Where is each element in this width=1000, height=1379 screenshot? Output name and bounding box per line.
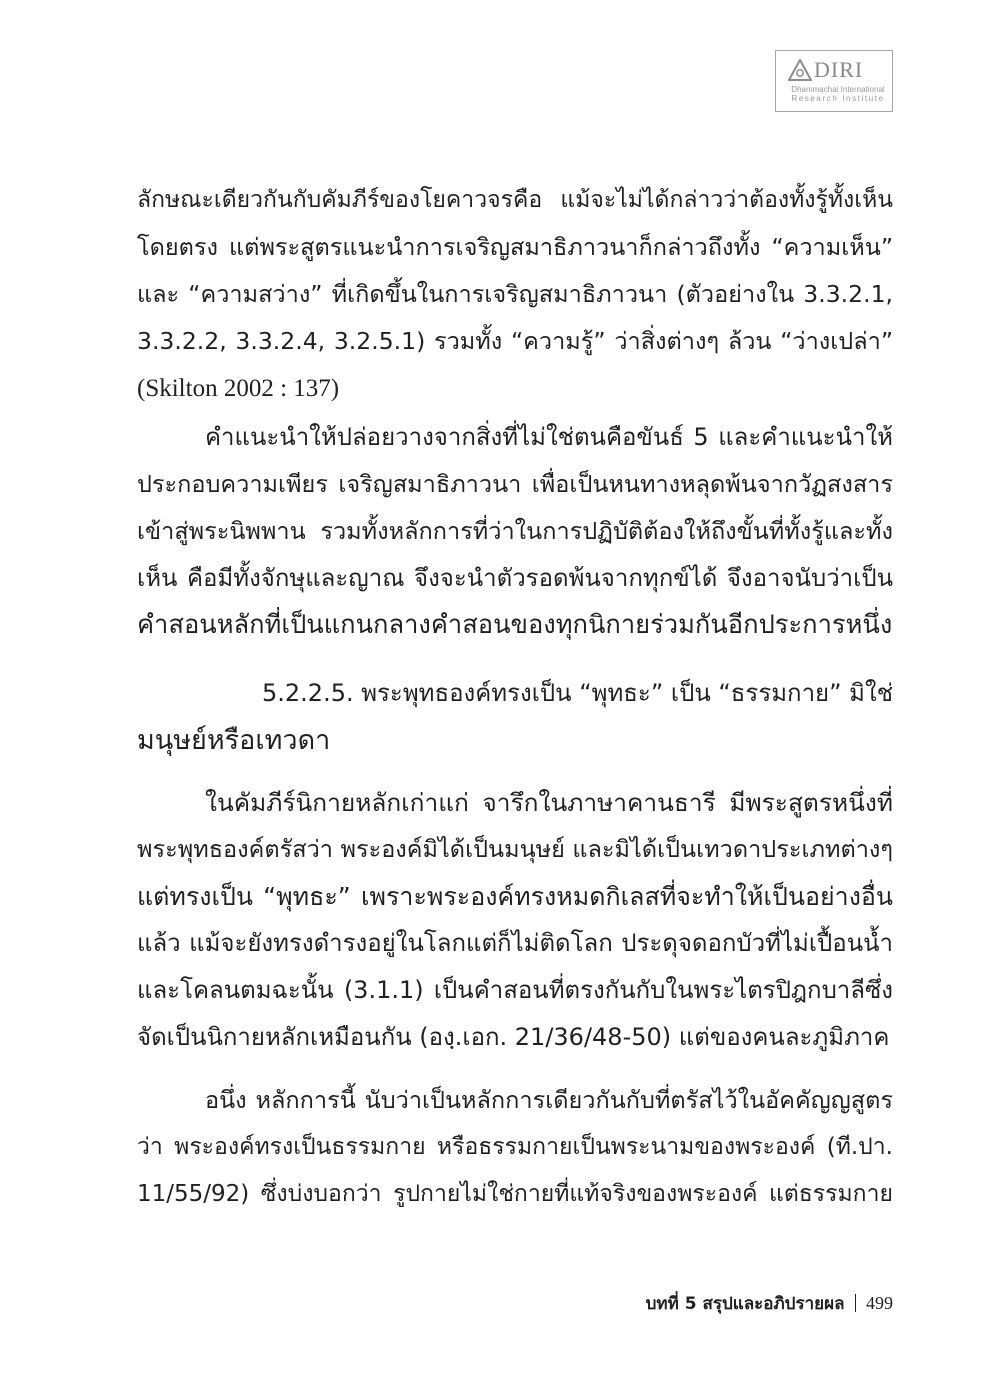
paragraph-2 — [137, 414, 893, 649]
section-heading — [137, 670, 893, 764]
citation-line: (Skilton 2002 : 137) — [137, 375, 340, 402]
page-footer — [646, 1290, 893, 1316]
diri-logo — [775, 50, 893, 112]
paragraph-line: อนึ่ง หลักการนี้ นับว่าเป็นหลักการเดียวกันกับที่ตรัสไว้ในอัคคัญญสูตร — [205, 1086, 893, 1114]
paragraph-line: คำสอนหลักที่เป็นแกนกลางคำสอนของทุกนิกายร่วมกันอีกประการหนึ่ง — [137, 610, 893, 640]
paragraph-line: แล้ว แม้จะยังทรงดำรงอยู่ในโลกแต่ก็ไม่ติดโลก ประดุจดอกบัวที่ไม่เปื้อนน้ำ — [137, 929, 893, 957]
paragraph-line: โดยตรง แต่พระสูตรแนะนำการเจริญสมาธิภาวนาก็กล่าวถึงทั้ง “ความเห็น” — [137, 233, 893, 261]
paragraph-line: ว่า พระองค์ทรงเป็นธรรมกาย หรือธรรมกายเป็นพระนามของพระองค์ (ที.ปา. — [137, 1134, 893, 1160]
paragraph-line: ในคัมภีร์นิกายหลักเก่าแก่ จารึกในภาษาคานธารี มีพระสูตรหนึ่งที่ — [205, 788, 893, 817]
heading-line: 5.2.2.5. พระพุทธองค์ทรงเป็น “พุทธะ” เป็น “ธรรมกาย” มิใช่ — [262, 679, 893, 707]
diri-triangle-icon — [788, 59, 812, 81]
page-number: 499 — [866, 1292, 893, 1313]
paragraph-line: แต่ทรงเป็น “พุทธะ” เพราะพระองค์ทรงหมดกิเลสที่จะทำให้เป็นอย่างอื่น — [137, 882, 893, 911]
paragraph-line: พระพุทธองค์ตรัสว่า พระองค์มิได้เป็นมนุษย์ และมิได้เป็นเทวดาประเภทต่างๆ — [137, 835, 893, 863]
paragraph-line: และโคลนตมฉะนั้น (3.1.1) เป็นคำสอนที่ตรงกันกับในพระไตรปิฎกบาลีซึ่ง — [137, 976, 893, 1004]
paragraph-1 — [137, 177, 893, 412]
paragraph-line: เห็น คือมีทั้งจักษุและญาณ จึงจะนำตัวรอดพ้นจากทุกข์ได้ จึงอาจนับว่าเป็น — [137, 564, 893, 592]
paragraph-line: คำแนะนำให้ปล่อยวางจากสิ่งที่ไม่ใช่ตนคือขันธ์ 5 และคำแนะนำให้ — [205, 423, 893, 451]
footer-separator — [855, 1294, 857, 1312]
paragraph-line: ประกอบความเพียร เจริญสมาธิภาวนา เพื่อเป็นหนทางหลุดพ้นจากวัฏสงสาร — [137, 470, 893, 498]
logo-subtitle-line-1: Dhammachai International — [791, 85, 885, 94]
paragraph-line: เข้าสู่พระนิพพาน รวมทั้งหลักการที่ว่าในการปฏิบัติต้องให้ถึงขั้นที่ทั้งรู้และทั้ง — [137, 517, 893, 545]
paragraph-4 — [137, 1077, 893, 1218]
heading-line: มนุษย์หรือเทวดา — [137, 725, 331, 756]
footer-chapter-title: บทที่ 5 สรุปและอภิปรายผล — [645, 1293, 845, 1314]
paragraph-line: 3.3.2.2, 3.3.2.4, 3.2.5.1) รวมทั้ง “ความรู้” ว่าสิ่งต่างๆ ล้วน “ว่างเปล่า” — [137, 327, 893, 355]
logo-name: DIRI — [814, 57, 864, 82]
paragraph-3 — [137, 779, 893, 1061]
paragraph-line: ลักษณะเดียวกันกับคัมภีร์ของโยคาวจรคือ แม้จะไม่ได้กล่าวว่าต้องทั้งรู้ทั้งเห็น — [137, 187, 893, 213]
paragraph-line: และ “ความสว่าง” ที่เกิดขึ้นในการเจริญสมาธิภาวนา (ตัวอย่างใน 3.3.2.1, — [137, 280, 893, 308]
logo-subtitle-line-2: Research Institute — [791, 94, 885, 103]
paragraph-line: 11/55/92) ซึ่งบ่งบอกว่า รูปกายไม่ใช่กายที่แท้จริงของพระองค์ แต่ธรรมกาย — [137, 1181, 893, 1207]
paragraph-line: จัดเป็นนิกายหลักเหมือนกัน (องฺ.เอก. 21/36/48-50) แต่ของคนละภูมิภาค — [137, 1023, 890, 1051]
